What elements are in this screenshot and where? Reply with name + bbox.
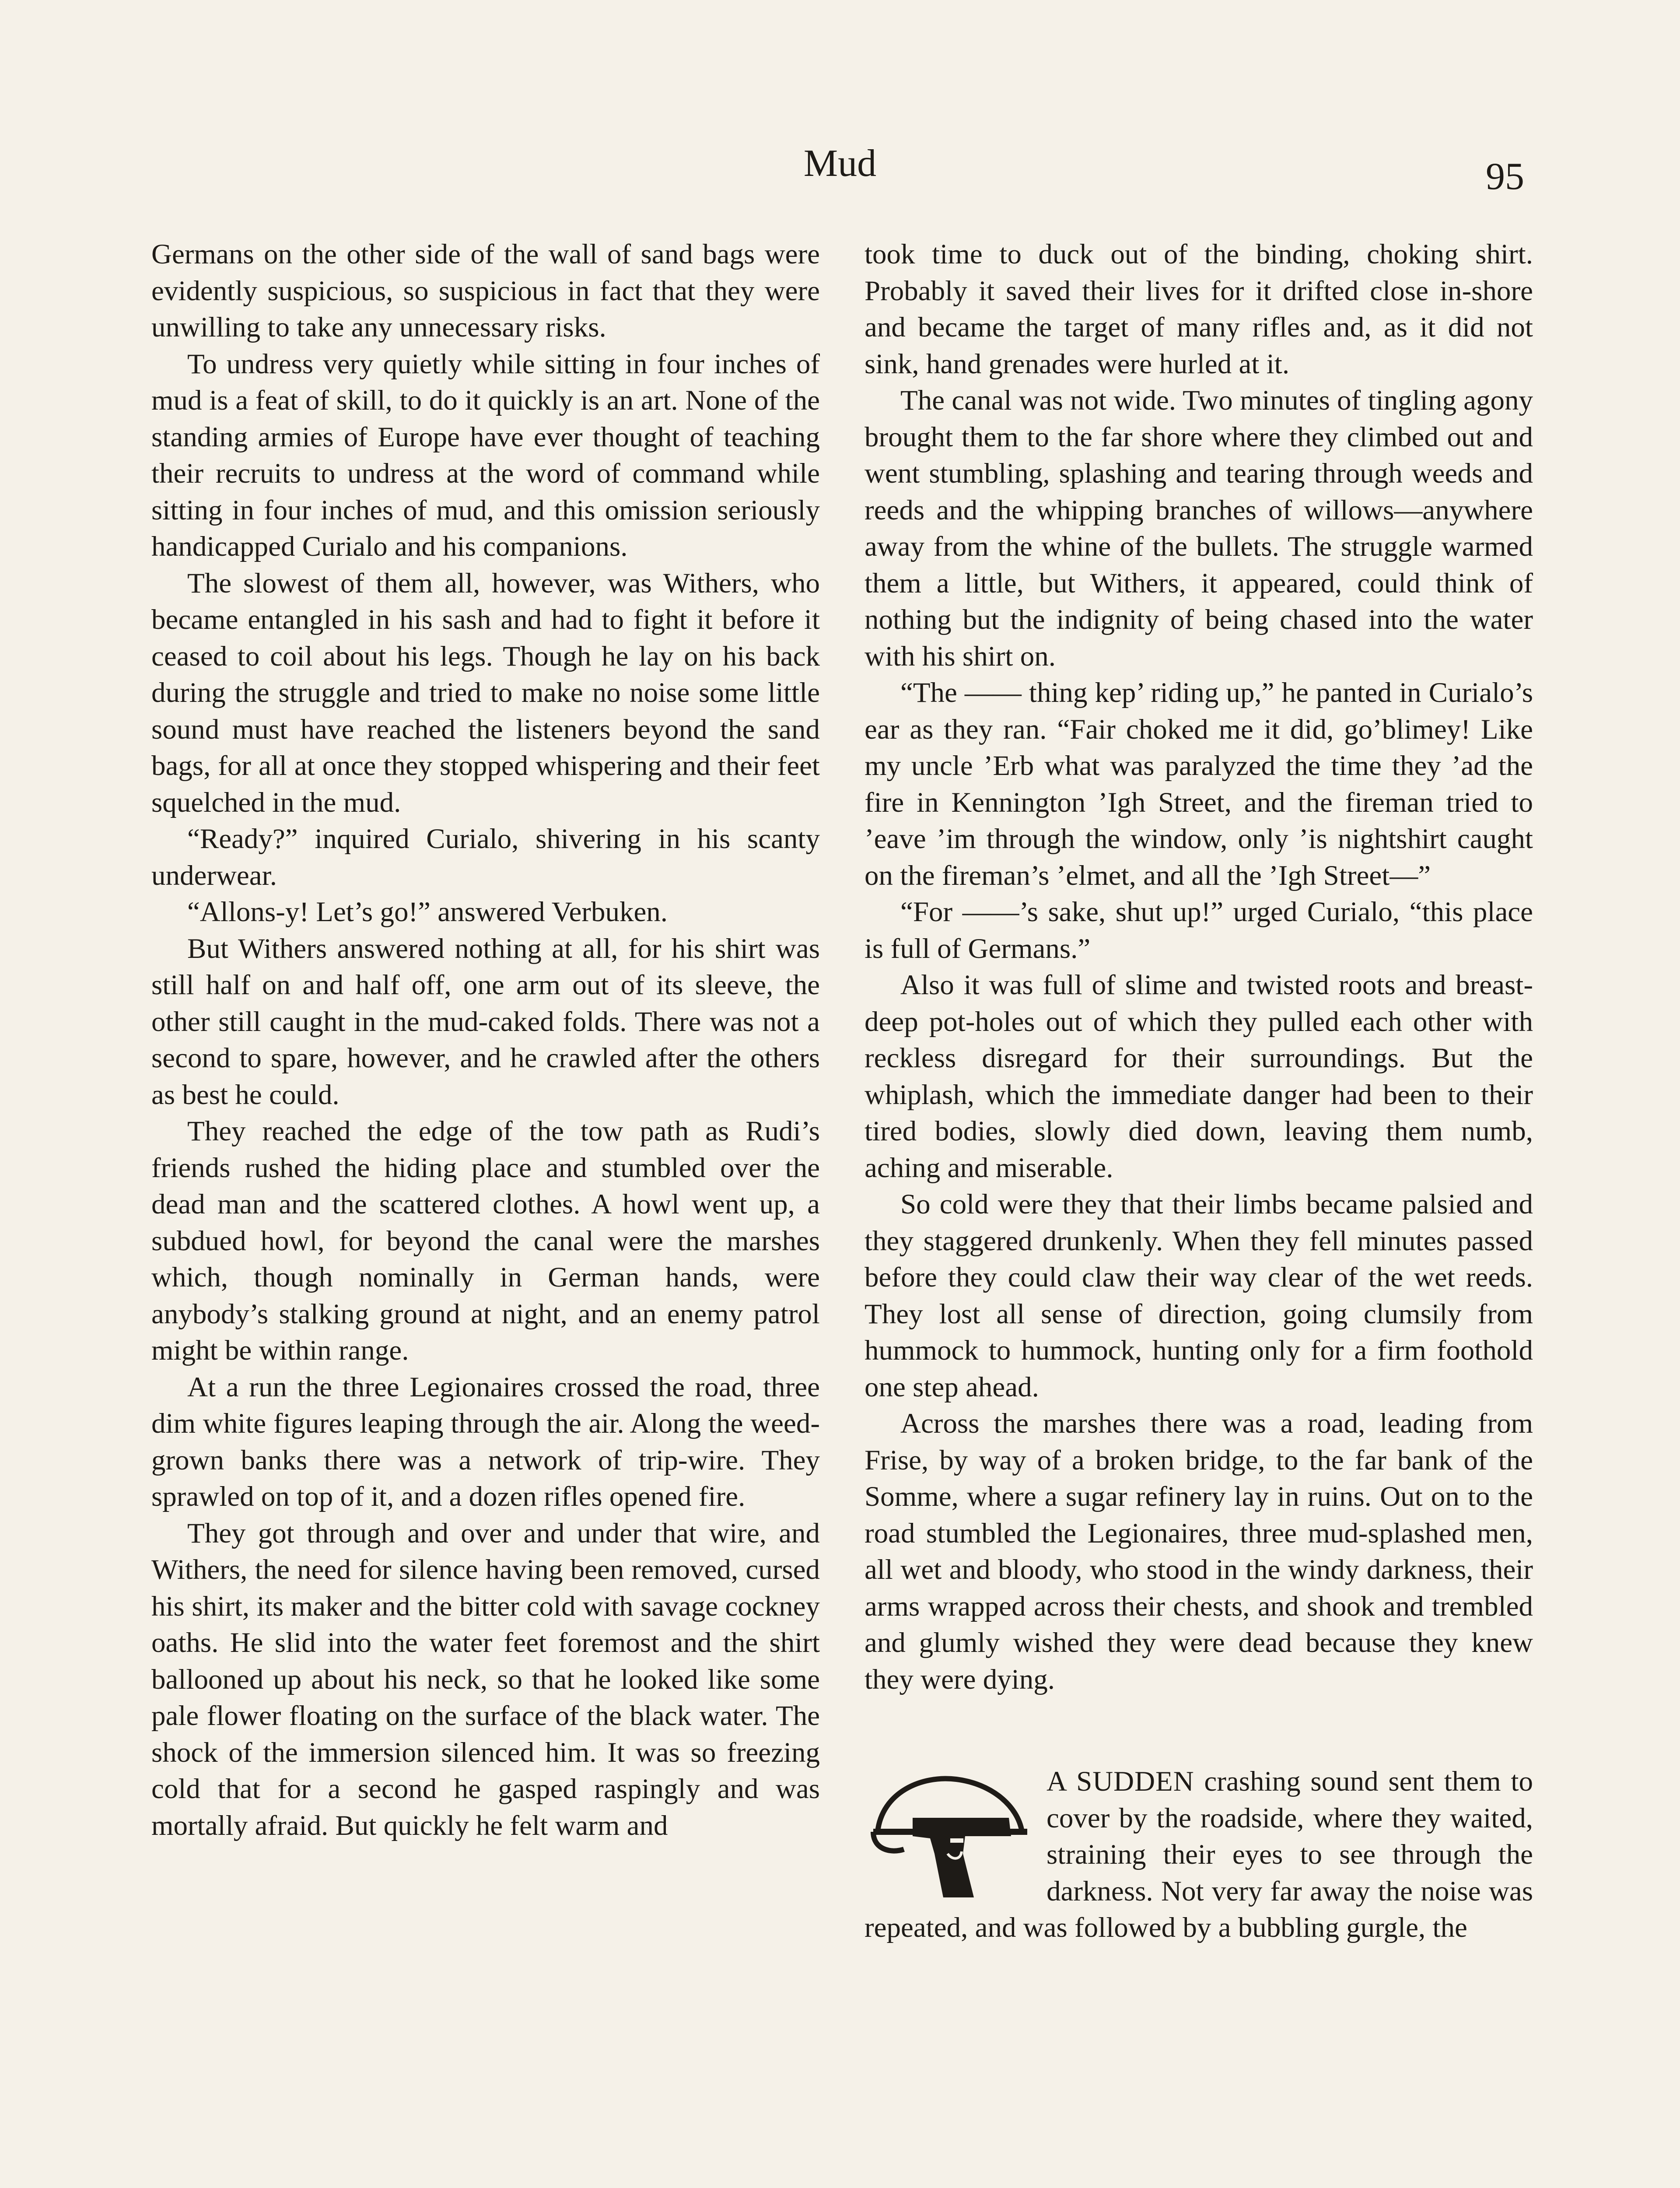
- paragraph: “The —— thing kep’ riding up,” he panted in Curialo’s ear as they ran. “Fair choked me it did, go’blimey! Like my uncle ’Erb what was paralyzed the time they ’ad the fire in Kennington ’Igh Street, and the fireman tried to ’eave ’im through the window, only ’is nightshirt caught on the fireman’s ’elmet, and all the ’Igh Street—”: [864, 677, 1533, 891]
- paragraph: But Withers answered nothing at all, for his shirt was still half on and half off, one arm out of its sleeve, the other still caught in the mud-caked folds. There was not a second to spare, however, and he crawled after the others as best he could.: [151, 933, 820, 1111]
- paragraph: To undress very quietly while sitting in four inches of mud is a feat of skill, to do it quickly is an art. None of the standing armies of Europe have ever thought of teaching their recruits to undress at the word of command while sitting in four inches of mud, and this omission seriously handicapped Curialo and his companions.: [151, 348, 820, 562]
- paragraph: Germans on the other side of the wall of sand bags were evidently suspicious, so suspicious in fact that they were unwilling to take any unnecessary risks.: [151, 238, 820, 343]
- paragraph: “Ready?” inquired Curialo, shivering in his scanty underwear.: [151, 823, 820, 891]
- section-text: crashing sound sent them to cover by the roadside, where they waited, straining their eyes to see through the darkness. Not very far away the noise was repeated, and was followed by a bubbling gurgle, the: [864, 1766, 1533, 1943]
- section-lead-caps: A SUDDEN: [1046, 1766, 1194, 1797]
- paragraph: They reached the edge of the tow path as Rudi’s friends rushed the hiding place and stumbled over the dead man and the scattered clothes. A howl went up, a subdued howl, for beyond the canal were the marshes which, though nominally in German hands, were anybody’s stalking ground at night, and an enemy patrol might be within range.: [151, 1115, 820, 1366]
- page-number: 95: [1486, 155, 1524, 198]
- left-column: [151, 236, 820, 1844]
- paragraph: “Allons-y! Let’s go!” answered Verbuken.: [187, 896, 668, 928]
- paragraph: So cold were they that their limbs became palsied and they staggered drunkenly. When they fell minutes passed before they could claw their way clear of the wet reeds. They lost all sense of direction, going clumsily from hummock to hummock, hunting only for a firm foothold one step ahead.: [864, 1189, 1533, 1403]
- pistol-helmet-icon: [864, 1766, 1035, 1906]
- paragraph: Also it was full of slime and twisted roots and breast-deep pot-holes out of which they pulled each other with reckless disregard for their surroundings. But the whiplash, which the immediate danger had been to their tired bodies, slowly died down, leaving them numb, aching and miserable.: [864, 969, 1533, 1184]
- section-break: [864, 1764, 1533, 1946]
- paragraph: “For ——’s sake, shut up!” urged Curialo, “this place is full of Germans.”: [864, 896, 1533, 964]
- running-head-title: Mud: [803, 142, 877, 185]
- paragraph: took time to duck out of the binding, choking shirt. Probably it saved their lives for it drifted close in-shore and became the target of many rifles and, as it did not sink, hand grenades were hurled at it.: [864, 238, 1533, 380]
- paragraph: They got through and over and under that wire, and Withers, the need for silence having been removed, cursed his shirt, its maker and the bitter cold with savage cockney oaths. He slid into the water feet foremost and the shirt ballooned up about his neck, so that he looked like some pale flower floating on the surface of the black water. The shock of the immersion silenced him. It was so freezing cold that for a second he gasped raspingly and was mortally afraid. But quickly he felt warm and: [151, 1517, 820, 1841]
- paragraph: At a run the three Legionaires crossed the road, three dim white figures leaping through the air. Along the weed-grown banks there was a network of trip-wire. They sprawled on top of it, and a dozen rifles opened fire.: [151, 1371, 820, 1512]
- paragraph: The slowest of them all, however, was Withers, who became entangled in his sash and had to fight it before it ceased to coil about his legs. Though he lay on his back during the struggle and tried to make no noise some little sound must have reached the listeners beyond the sand bags, for all at once they stopped whispering and their feet squelched in the mud.: [151, 567, 820, 818]
- right-column: [864, 236, 1533, 1946]
- paragraph: The canal was not wide. Two minutes of tingling agony brought them to the far shore where they climbed out and went stumbling, splashing and tearing through weeds and reeds and the whipping branches of willows—anywhere away from the whine of the bullets. The struggle warmed them a little, but Withers, it appeared, could think of nothing but the indignity of being chased into the water with his shirt on.: [864, 385, 1533, 672]
- paragraph: Across the marshes there was a road, leading from Frise, by way of a broken bridge, to the far bank of the Somme, where a sugar refinery lay in ruins. Out on to the road stumbled the Legionaires, three mud-splashed men, all wet and bloody, who stood in the windy darkness, their arms wrapped across their chests, and shook and trembled and glumly wished they were dead because they knew they were dying.: [864, 1408, 1533, 1695]
